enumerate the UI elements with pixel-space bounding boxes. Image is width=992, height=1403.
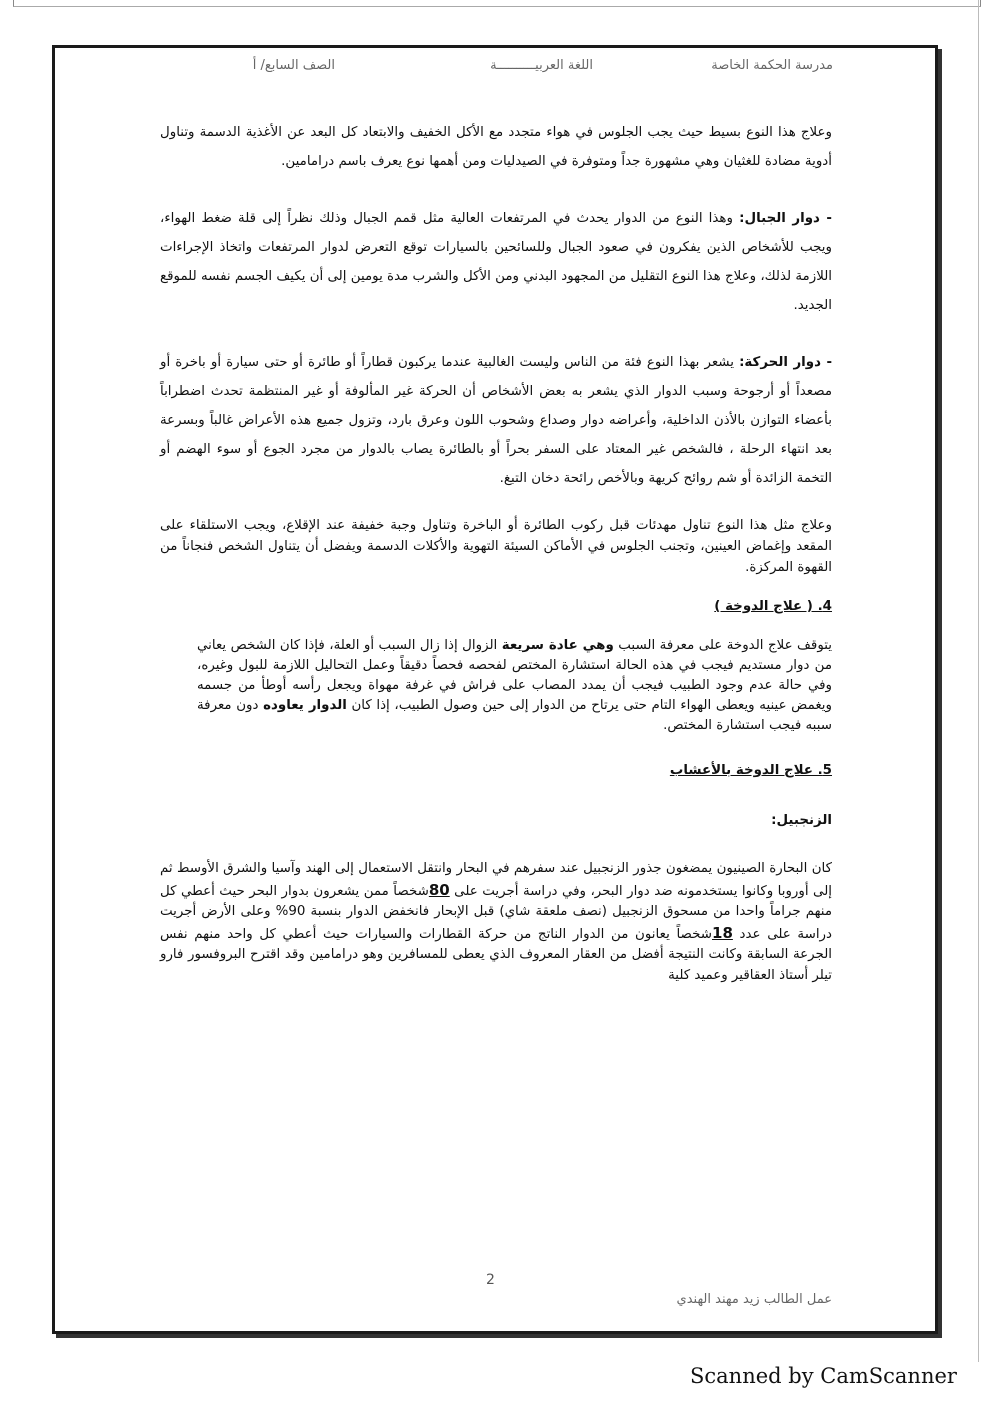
p6-part-a: كان البحارة الصينيون يمضغون جذور الزنجبيل عند سفرهم في البحار وانتقل الاستعمال إلى الهند وآسيا والشرق الأوسط ثم إلى أوروبا وكانوا يستخدمونه ضد دوار البحر، وفي دراسة أجريت على [160,861,832,899]
header-school: مدرسة الحكمة الخاصة [711,58,833,73]
scan-border-line [978,0,979,1362]
p6-part-c: شخصاً يعانون من الدوار الناتج من حركة القطارات والسيارات حيث أعطي كل واحد منهم نفس الجرعة السابقة وكانت النتيجة أفضل من العقار المعروف الذي يعطى للمسافرين وهو درامامين وقد اقترح البروفسور فارو تيلر أستاذ العقاقير وعميد كلية [160,926,832,983]
p5-part-e: دون معرفة سببه فيجب استشارة المختص. [197,698,832,733]
previous-page-edge [13,0,981,7]
p5-bold-d: الدوار يعاوده [263,698,347,713]
motion-sickness-text: يشعر بهذا النوع فئة من الناس وليست الغالبية عندما يركبون قطاراً أو طائرة أو حتى سيارة أو باخرة أو مصعداً أو أرجوحة وسبب الدوار الذي يشعر به بعض الأشخاص أن الحركة غير المألوفة أو غير المنتظمة تحدث اضطراباً بأعضاء التوازن بالأذن الداخلية، وأعراضه دوار وصداع وشحوب اللون وعرق بارد، وتزول جميع هذه الأعراض غالباً وبسرعة بعد انتهاء الرحلة ، فالشخص غير المعتاد على السفر بحراً أو بالطائرة يصاب بالدوار من مجرد الجوع أو سوء الهضم أو التخمة الزائدة أو شم روائح كريهة وبالأخص رائحة دخان التبغ. [160,355,832,486]
paragraph-dizziness-treatment [197,636,832,736]
p6-number-80: 80 [428,880,450,899]
mountain-vertigo-title: - دوار الجبال: [739,211,832,226]
page-header [55,58,933,78]
paragraph-motion-sickness [160,348,832,493]
document-body [160,118,832,986]
page-footer: عمل الطالب زيد مهند الهندي [676,1292,832,1307]
motion-sickness-title: - دوار الحركة: [739,355,832,370]
p6-part-b: شخصاً ممن يشعرون بدوار البحر حيث أعطي كل منهم جراماً واحدا من مسحوق الزنجبيل (نصف ملعقة شاي) قبل الإبحار فانخفض الدوار بنسبة 90% وعلى الأرض أجريت دراسة على عدد [160,883,832,942]
paragraph-motion-treatment: وعلاج مثل هذا النوع تناول مهدئات قبل ركوب الطائرة أو الباخرة وتناول وجبة خفيفة عند الإقلاع، ويجب الاستلقاء على المقعد وإغماض العينين، وتجنب الجلوس في الأماكن السيئة التهوية والأكلات الدسمة ويفضل أن يتناول الشخص فنجاناً من القهوة المركزة. [160,518,832,575]
p5-part-c: الزوال إذا زال السبب أو العلة، فإذا كان الشخص يعاني من دوار مستديم فيجب في هذه الحالة استشارة المختص لفحصه فحصاً دقيقاً وعمل التحاليل اللازمة للبول وغيره، وفي حالة عدم وجود الطبيب فيجب أن يمدد المصاب على فراش في غرفة مهواة ويجعل رأسه أوطأ من جسمه ويغمض عينيه ويعطى الهواء التام حتى يرتاح من الدوار إلى حين وصول الطبيب، إذا كان [197,638,832,713]
header-subject: اللغة العربيــــــــــة [490,58,593,73]
mountain-vertigo-text: وهذا النوع من الدوار يحدث في المرتفعات العالية مثل قمم الجبال وذلك نظراً إلى قلة ضغط الهواء، ويجب للأشخاص الذين يفكرون في صعود الجبال وللسائحين بالسيارات توقع التعرض لدوار المرتفعات واتخاذ الإجراءات اللازمة لذلك، وعلاج هذا النوع التقليل من المجهود البدني ومن الأكل والشرب مدة يومين إلى أن يكيف الجسم نفسه للموقع الجديد. [160,211,832,313]
heading-dizziness-treatment: 4. ( علاج الدوخة ) [714,599,832,614]
subheading-ginger: الزنجبيل: [771,813,832,828]
heading-herbal-treatment: 5. علاج الدوخة بالأعشاب [669,763,832,778]
p5-part-a: يتوقف علاج الدوخة على معرفة السبب [613,638,832,653]
paragraph-ginger [160,859,832,986]
camscanner-mark: Scanned by CamScanner [690,1364,957,1388]
p5-bold-a: وهي عادة سريعة [501,638,614,653]
p6-number-18: 18 [712,923,733,942]
paragraph-mountain-vertigo [160,204,832,320]
paragraph-treatment-intro: وعلاج هذا النوع بسيط حيث يجب الجلوس في هواء متجدد مع الأكل الخفيف والابتعاد كل البعد عن الأغذية الدسمة وتناول أدوية مضادة للغثيان وهي مشهورة جداً ومتوفرة في الصيدليات ومن أهمها نوع يعرف باسم درامامين. [160,125,832,169]
page-number: 2 [486,1272,495,1288]
header-grade: الصف السابع/ أ [252,58,335,73]
